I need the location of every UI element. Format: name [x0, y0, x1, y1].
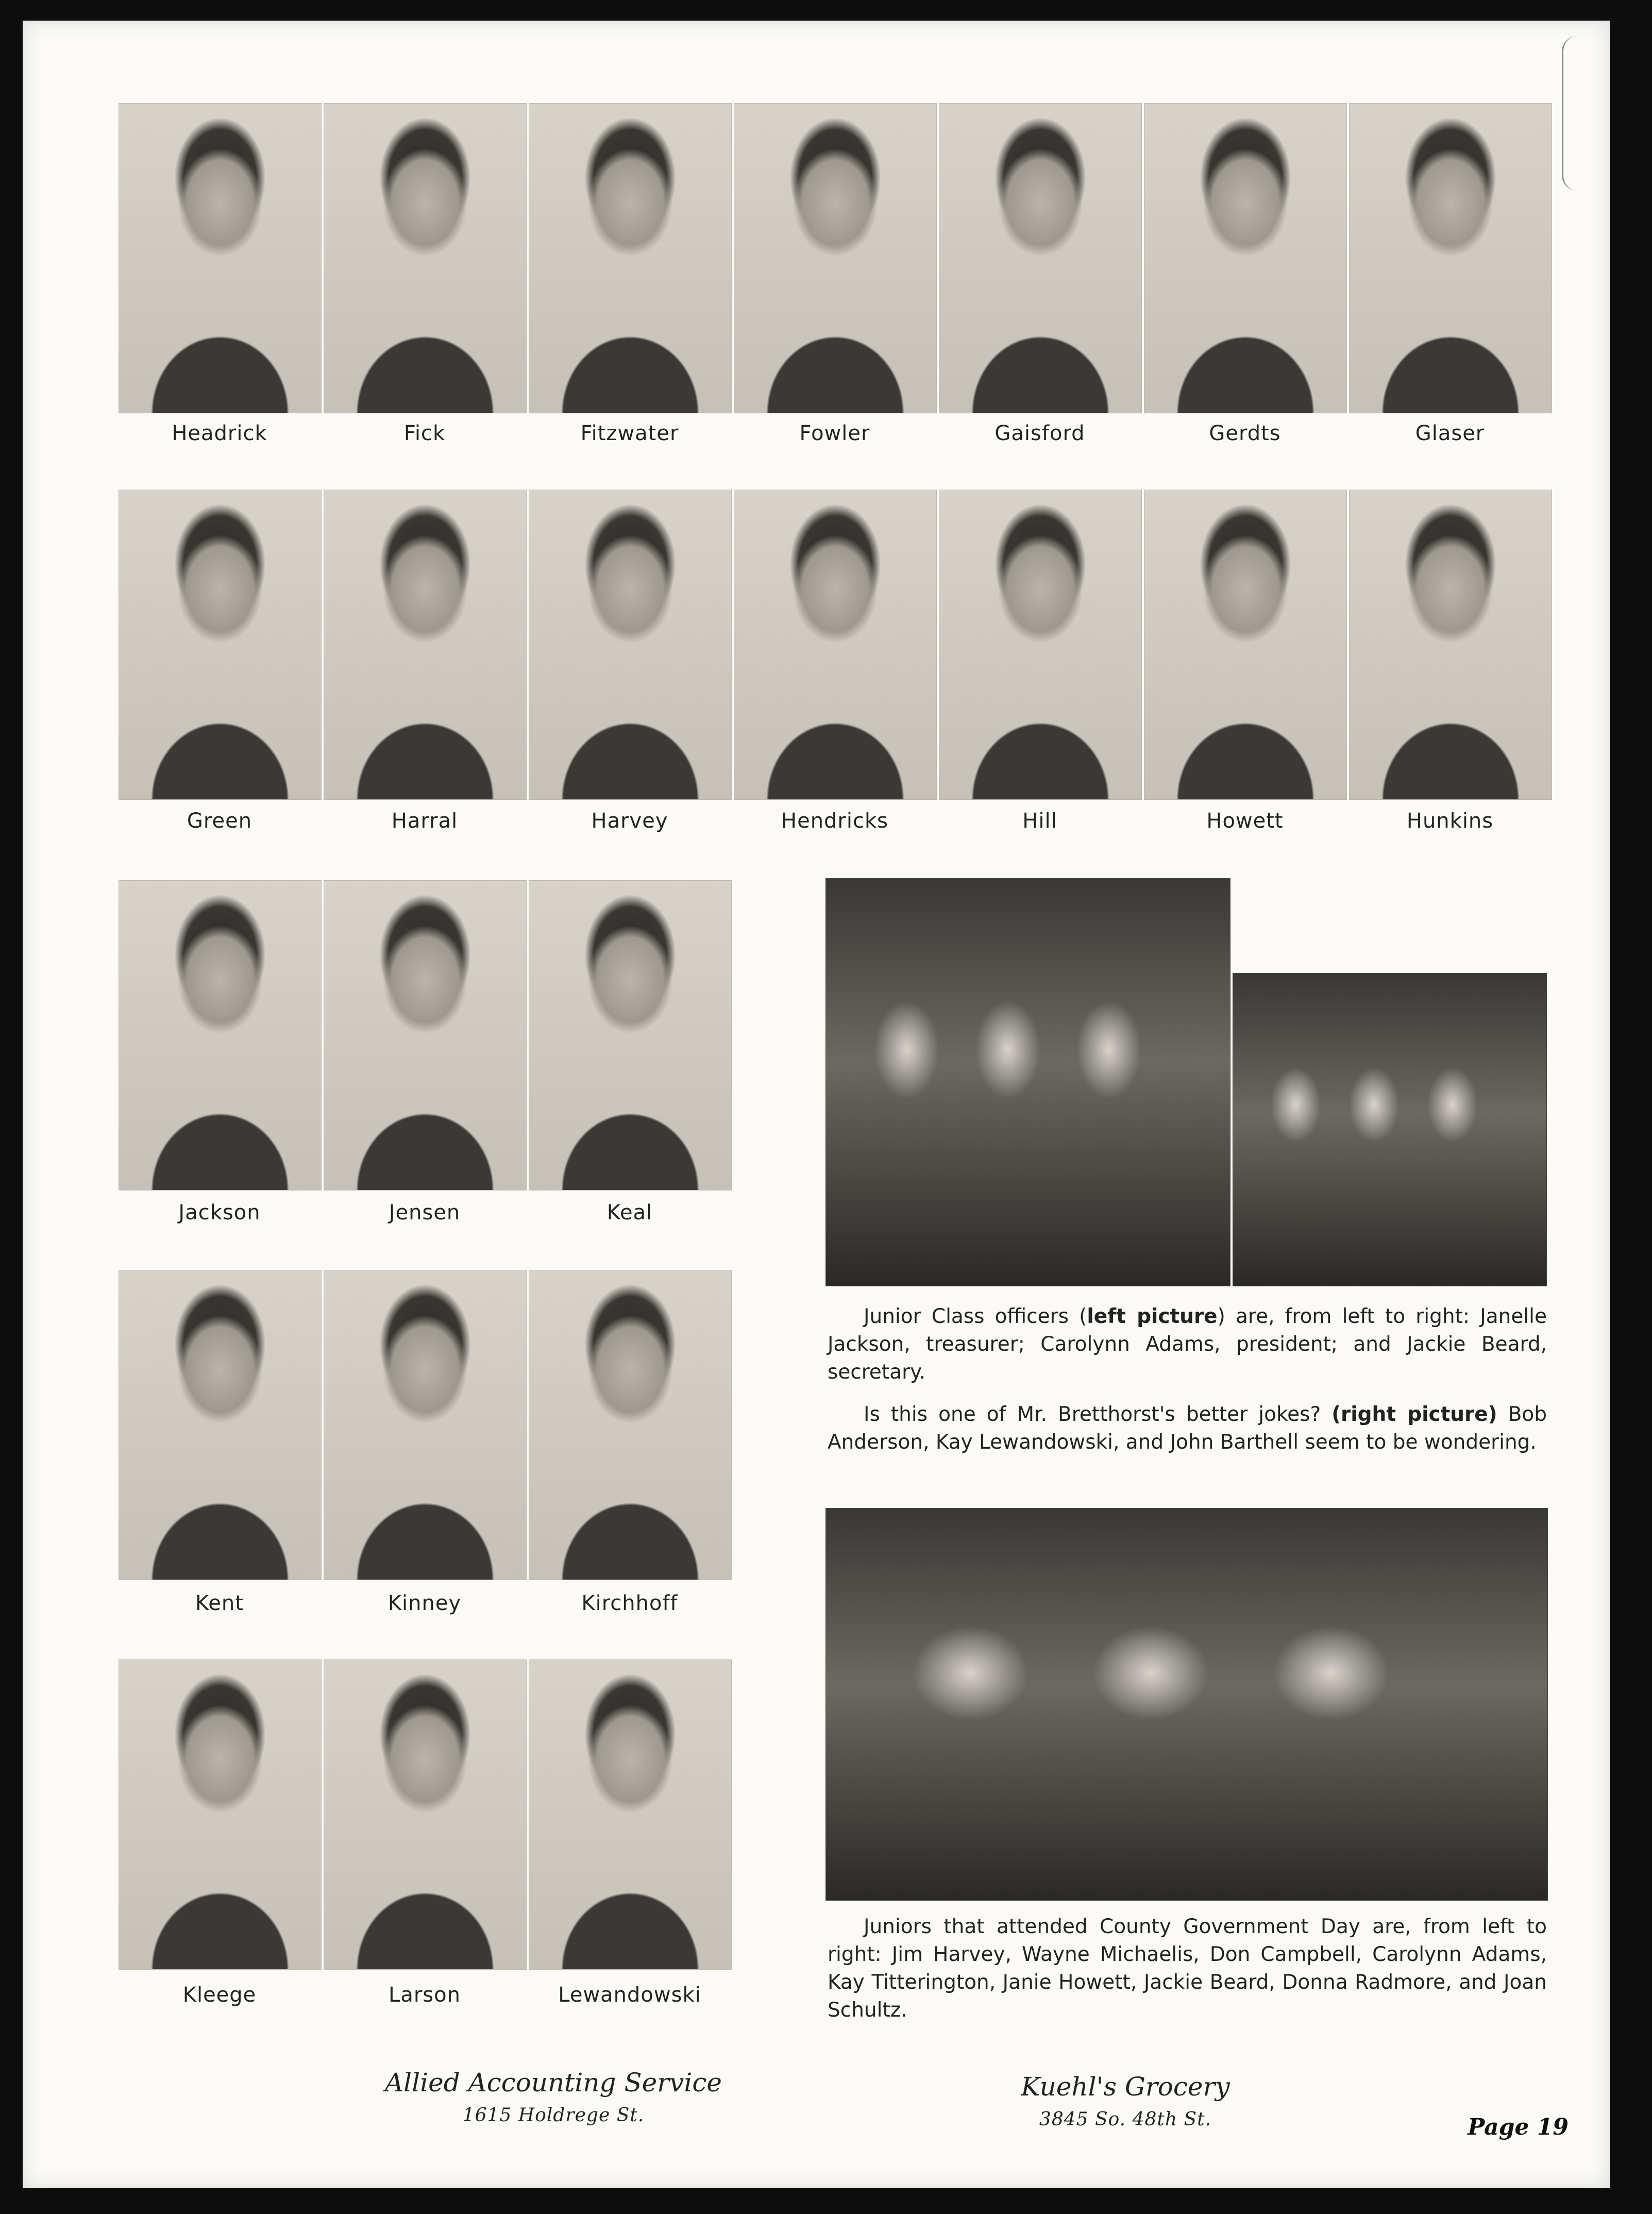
portrait-name: Hendricks [781, 809, 888, 833]
portrait-name: Larson [389, 1983, 461, 2007]
portrait-photo [324, 1270, 527, 1580]
officers-left-photo [825, 878, 1230, 1286]
portrait-name: Lewandowski [558, 1983, 701, 2007]
portrait-name: Kleege [182, 1983, 257, 2007]
portrait-name: Fick [403, 422, 446, 445]
portrait-photo [119, 1659, 322, 1970]
portrait-name: Kent [195, 1591, 244, 1615]
ad-business-name: Kuehl's Grocery [1021, 2072, 1230, 2102]
portrait-photo [734, 490, 937, 800]
portrait-name: Hunkins [1406, 809, 1494, 833]
yearbook-page [23, 21, 1610, 2188]
portrait-photo [324, 880, 527, 1190]
portrait-name: Headrick [172, 422, 267, 445]
county-day-caption: Juniors that attended County Government Day are, from left to right: Jim Harvey, Wayne Michaelis, Don Campbell, Carolynn Adams, Kay Titterington, Janie Howett, Jackie Beard, Donna Radmore, and Joan Schultz. [828, 1915, 1547, 2022]
portrait-photo [939, 490, 1142, 800]
portrait-photo [529, 490, 732, 800]
portrait-photo [1349, 103, 1552, 413]
portrait-name: Kinney [387, 1591, 462, 1615]
portrait-name: Hill [1022, 809, 1057, 833]
portrait-name: Keal [606, 1201, 653, 1225]
portrait-name: Fitzwater [580, 422, 679, 445]
portrait-photo [529, 1270, 732, 1580]
portrait-photo [734, 103, 937, 413]
portrait-name: Fowler [799, 422, 870, 445]
portrait-name: Gaisford [994, 422, 1085, 445]
portrait-photo [324, 103, 527, 413]
portrait-name: Kirchhoff [581, 1591, 678, 1615]
ad-address: 1615 Holdrege St. [462, 2105, 645, 2126]
ad-address: 3845 So. 48th St. [1039, 2109, 1212, 2130]
officers-right-photo [1233, 973, 1547, 1286]
portrait-photo [119, 1270, 322, 1580]
portrait-photo [529, 880, 732, 1190]
portrait-name: Glaser [1415, 422, 1485, 445]
portrait-name: Harral [391, 809, 458, 833]
portrait-photo [529, 1659, 732, 1970]
portrait-photo [1144, 490, 1347, 800]
ad-business-name: Allied Accounting Service [385, 2068, 722, 2098]
portrait-name: Gerdts [1209, 422, 1281, 445]
portrait-photo [1144, 103, 1347, 413]
portrait-photo [119, 490, 322, 800]
portrait-name: Jackson [178, 1201, 261, 1225]
portrait-name: Green [187, 809, 252, 833]
page-edge-mark [1562, 36, 1594, 191]
county-day-photo [825, 1508, 1548, 1901]
portrait-name: Jensen [389, 1201, 461, 1225]
portrait-photo [324, 490, 527, 800]
portrait-name: Howett [1206, 809, 1284, 833]
officers-caption: Junior Class officers (left picture) are, from left to right: Janelle Jackson, treasurer; Carolynn Adams, president; and Jackie Beard, secretary. Is this one of Mr. Bretthorst's better jokes? (right picture) Bob Anderson, Kay Lewandowski, and John Barthell seem to be wondering. [828, 1305, 1547, 1454]
portrait-photo [119, 880, 322, 1190]
portrait-photo [324, 1659, 527, 1970]
portrait-photo [119, 103, 322, 413]
portrait-photo [939, 103, 1142, 413]
portrait-photo [1349, 490, 1552, 800]
portrait-photo [529, 103, 732, 413]
page-number: Page 19 [1468, 2114, 1569, 2140]
portrait-name: Harvey [591, 809, 668, 833]
